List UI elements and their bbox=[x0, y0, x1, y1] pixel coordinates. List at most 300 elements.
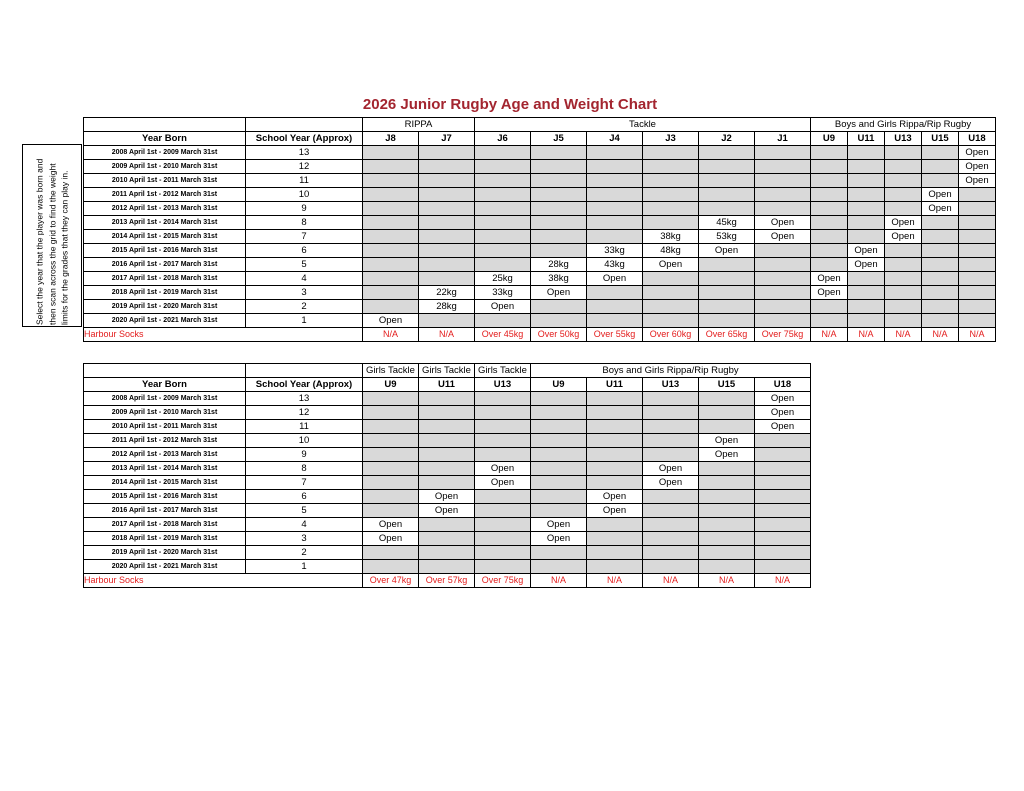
grade-cell bbox=[363, 434, 419, 448]
table-row bbox=[84, 518, 811, 532]
grade-cell bbox=[848, 160, 885, 174]
year-born-cell: 2012 April 1st - 2013 March 31st bbox=[84, 202, 246, 216]
grade-cell bbox=[475, 546, 531, 560]
table-row bbox=[84, 174, 996, 188]
instruction-text: Select the year that the player was born and then scan across the grid to find the weight limits for the grades that they can play in. bbox=[34, 158, 70, 325]
table-row bbox=[84, 434, 811, 448]
grade-cell bbox=[419, 216, 475, 230]
group-header: Tackle bbox=[475, 118, 811, 132]
grade-cell bbox=[587, 188, 643, 202]
grade-cell bbox=[643, 420, 699, 434]
grade-cell bbox=[848, 202, 885, 216]
grade-cell: Open bbox=[475, 300, 531, 314]
grade-cell bbox=[811, 230, 848, 244]
grade-cell bbox=[885, 174, 922, 188]
socks-weight-cell: N/A bbox=[419, 328, 475, 342]
school-year-cell: 2 bbox=[246, 300, 363, 314]
socks-weight-cell: Over 47kg bbox=[363, 574, 419, 588]
school-year-cell: 6 bbox=[246, 490, 363, 504]
grade-cell bbox=[363, 160, 419, 174]
grade-cell bbox=[587, 314, 643, 328]
grade-cell: Open bbox=[922, 202, 959, 216]
grade-cell bbox=[643, 546, 699, 560]
grade-cell bbox=[643, 188, 699, 202]
grade-cell bbox=[885, 188, 922, 202]
grade-cell bbox=[811, 202, 848, 216]
grade-cell bbox=[475, 244, 531, 258]
grade-cell bbox=[363, 406, 419, 420]
grade-cell bbox=[363, 560, 419, 574]
grade-cell bbox=[475, 146, 531, 160]
grade-cell bbox=[475, 392, 531, 406]
grade-cell: Open bbox=[587, 504, 643, 518]
grade-cell bbox=[531, 216, 587, 230]
socks-weight-cell: N/A bbox=[848, 328, 885, 342]
school-year-header: School Year (Approx) bbox=[246, 132, 363, 146]
grade-cell bbox=[531, 476, 587, 490]
grade-cell bbox=[475, 490, 531, 504]
grade-cell bbox=[531, 230, 587, 244]
year-born-cell: 2018 April 1st - 2019 March 31st bbox=[84, 532, 246, 546]
grade-header: J1 bbox=[755, 132, 811, 146]
grade-cell bbox=[959, 216, 996, 230]
grade-cell bbox=[959, 314, 996, 328]
grade-cell bbox=[531, 146, 587, 160]
grade-cell: Open bbox=[475, 476, 531, 490]
grade-cell bbox=[531, 188, 587, 202]
grade-cell bbox=[811, 300, 848, 314]
table-row bbox=[84, 286, 996, 300]
table-row bbox=[84, 406, 811, 420]
grade-cell bbox=[755, 518, 811, 532]
grade-cell bbox=[419, 230, 475, 244]
table-row bbox=[84, 420, 811, 434]
socks-weight-cell: N/A bbox=[531, 574, 587, 588]
grade-cell bbox=[475, 160, 531, 174]
grade-cell: Open bbox=[885, 216, 922, 230]
grade-cell bbox=[699, 546, 755, 560]
grade-cell bbox=[363, 216, 419, 230]
socks-weight-cell: N/A bbox=[811, 328, 848, 342]
grade-cell bbox=[811, 174, 848, 188]
grade-cell bbox=[363, 244, 419, 258]
grade-cell bbox=[922, 272, 959, 286]
age-weight-table-main bbox=[83, 117, 996, 342]
grade-cell: Open bbox=[363, 532, 419, 546]
grade-cell bbox=[848, 174, 885, 188]
grade-cell bbox=[419, 406, 475, 420]
table-row bbox=[84, 258, 996, 272]
grade-cell bbox=[363, 504, 419, 518]
grade-cell bbox=[811, 146, 848, 160]
grade-cell: Open bbox=[475, 462, 531, 476]
school-year-cell: 6 bbox=[246, 244, 363, 258]
grade-header: U9 bbox=[531, 378, 587, 392]
grade-cell bbox=[363, 392, 419, 406]
group-header: Boys and Girls Rippa/Rip Rugby bbox=[811, 118, 996, 132]
grade-cell bbox=[419, 448, 475, 462]
grade-cell: Open bbox=[699, 244, 755, 258]
grade-cell bbox=[885, 160, 922, 174]
grade-cell bbox=[531, 160, 587, 174]
grade-cell bbox=[885, 300, 922, 314]
grade-header: U18 bbox=[755, 378, 811, 392]
socks-weight-cell: N/A bbox=[755, 574, 811, 588]
grade-cell bbox=[587, 286, 643, 300]
table-row bbox=[84, 272, 996, 286]
grade-cell bbox=[922, 314, 959, 328]
table-row bbox=[84, 462, 811, 476]
grade-cell bbox=[475, 406, 531, 420]
grade-cell bbox=[363, 230, 419, 244]
grade-cell bbox=[531, 546, 587, 560]
grade-cell bbox=[699, 420, 755, 434]
grade-header: J7 bbox=[419, 132, 475, 146]
grade-cell bbox=[811, 244, 848, 258]
grade-cell: 43kg bbox=[587, 258, 643, 272]
grade-cell bbox=[755, 546, 811, 560]
grade-cell bbox=[885, 244, 922, 258]
year-born-cell: 2014 April 1st - 2015 March 31st bbox=[84, 476, 246, 490]
grade-cell bbox=[922, 216, 959, 230]
table-row bbox=[84, 560, 811, 574]
grade-cell bbox=[419, 188, 475, 202]
grade-cell bbox=[363, 258, 419, 272]
grade-cell bbox=[699, 314, 755, 328]
grade-cell bbox=[643, 202, 699, 216]
grade-cell bbox=[419, 546, 475, 560]
grade-cell bbox=[755, 202, 811, 216]
grade-cell bbox=[363, 448, 419, 462]
grade-cell bbox=[643, 532, 699, 546]
grade-cell bbox=[475, 230, 531, 244]
grade-cell bbox=[699, 462, 755, 476]
grade-cell bbox=[475, 216, 531, 230]
grade-cell bbox=[419, 462, 475, 476]
page-title: 2026 Junior Rugby Age and Weight Chart bbox=[362, 96, 658, 113]
grade-cell bbox=[363, 188, 419, 202]
grade-cell: Open bbox=[755, 230, 811, 244]
grade-cell bbox=[475, 314, 531, 328]
grade-cell bbox=[363, 202, 419, 216]
grade-cell bbox=[419, 174, 475, 188]
grade-cell bbox=[643, 448, 699, 462]
grade-cell bbox=[475, 174, 531, 188]
grade-cell bbox=[755, 560, 811, 574]
grade-cell: 33kg bbox=[475, 286, 531, 300]
grade-cell bbox=[531, 560, 587, 574]
grade-cell bbox=[885, 202, 922, 216]
grade-cell bbox=[587, 476, 643, 490]
blank-cell bbox=[84, 118, 246, 132]
blank-cell bbox=[246, 364, 363, 378]
grade-cell bbox=[643, 504, 699, 518]
grade-cell bbox=[848, 230, 885, 244]
group-header: Boys and Girls Rippa/Rip Rugby bbox=[531, 364, 811, 378]
grade-header: U13 bbox=[475, 378, 531, 392]
school-year-cell: 11 bbox=[246, 174, 363, 188]
grade-cell bbox=[475, 448, 531, 462]
socks-weight-cell: N/A bbox=[587, 574, 643, 588]
grade-cell: 38kg bbox=[643, 230, 699, 244]
grade-cell bbox=[475, 434, 531, 448]
grade-header: J8 bbox=[363, 132, 419, 146]
year-born-cell: 2020 April 1st - 2021 March 31st bbox=[84, 314, 246, 328]
grade-cell bbox=[959, 230, 996, 244]
grade-cell bbox=[755, 160, 811, 174]
grade-cell bbox=[363, 272, 419, 286]
grade-cell bbox=[848, 286, 885, 300]
year-born-cell: 2020 April 1st - 2021 March 31st bbox=[84, 560, 246, 574]
school-year-cell: 4 bbox=[246, 518, 363, 532]
grade-cell bbox=[587, 160, 643, 174]
socks-weight-cell: Over 60kg bbox=[643, 328, 699, 342]
grade-cell bbox=[699, 160, 755, 174]
grade-cell: 53kg bbox=[699, 230, 755, 244]
grade-cell: Open bbox=[643, 462, 699, 476]
grade-cell bbox=[811, 160, 848, 174]
year-born-cell: 2008 April 1st - 2009 March 31st bbox=[84, 392, 246, 406]
grade-cell bbox=[643, 434, 699, 448]
grade-cell bbox=[885, 272, 922, 286]
grade-header: J3 bbox=[643, 132, 699, 146]
harbour-socks-label: Harbour Socks bbox=[84, 574, 363, 588]
year-born-cell: 2016 April 1st - 2017 March 31st bbox=[84, 258, 246, 272]
grade-cell: Open bbox=[643, 258, 699, 272]
grade-cell: Open bbox=[848, 258, 885, 272]
grade-cell bbox=[643, 518, 699, 532]
grade-cell bbox=[848, 272, 885, 286]
harbour-socks-label: Harbour Socks bbox=[84, 328, 363, 342]
grade-header: U9 bbox=[811, 132, 848, 146]
grade-cell bbox=[959, 300, 996, 314]
grade-cell bbox=[363, 146, 419, 160]
year-born-cell: 2013 April 1st - 2014 March 31st bbox=[84, 216, 246, 230]
grade-cell bbox=[643, 490, 699, 504]
school-year-cell: 1 bbox=[246, 314, 363, 328]
grade-header: J2 bbox=[699, 132, 755, 146]
grade-cell: Open bbox=[848, 244, 885, 258]
grade-cell bbox=[419, 532, 475, 546]
grade-cell bbox=[885, 286, 922, 300]
grade-cell bbox=[755, 244, 811, 258]
socks-weight-cell: N/A bbox=[643, 574, 699, 588]
grade-cell bbox=[587, 448, 643, 462]
grade-cell bbox=[531, 420, 587, 434]
grade-cell bbox=[755, 314, 811, 328]
grade-cell bbox=[959, 272, 996, 286]
socks-weight-cell: Over 65kg bbox=[699, 328, 755, 342]
grade-cell: Open bbox=[755, 406, 811, 420]
grade-cell bbox=[531, 462, 587, 476]
grade-cell bbox=[699, 406, 755, 420]
grade-cell bbox=[848, 188, 885, 202]
grade-cell bbox=[959, 202, 996, 216]
grade-cell bbox=[699, 560, 755, 574]
school-year-cell: 13 bbox=[246, 146, 363, 160]
grade-cell bbox=[643, 160, 699, 174]
socks-weight-cell: Over 75kg bbox=[755, 328, 811, 342]
year-born-header: Year Born bbox=[84, 132, 246, 146]
grade-cell bbox=[363, 420, 419, 434]
grade-cell bbox=[587, 202, 643, 216]
harbour-socks-row bbox=[84, 574, 811, 588]
grade-cell bbox=[643, 146, 699, 160]
school-year-cell: 7 bbox=[246, 476, 363, 490]
grade-cell bbox=[475, 258, 531, 272]
grade-header: J5 bbox=[531, 132, 587, 146]
grade-cell: Open bbox=[363, 314, 419, 328]
table-row bbox=[84, 160, 996, 174]
grade-cell bbox=[587, 216, 643, 230]
grade-header: U11 bbox=[419, 378, 475, 392]
table-row bbox=[84, 230, 996, 244]
grade-cell bbox=[419, 392, 475, 406]
grade-header: U13 bbox=[643, 378, 699, 392]
grade-cell bbox=[755, 188, 811, 202]
year-born-cell: 2011 April 1st - 2012 March 31st bbox=[84, 188, 246, 202]
year-born-cell: 2009 April 1st - 2010 March 31st bbox=[84, 160, 246, 174]
grade-cell: Open bbox=[531, 532, 587, 546]
year-born-cell: 2015 April 1st - 2016 March 31st bbox=[84, 490, 246, 504]
table-row bbox=[84, 202, 996, 216]
grade-cell bbox=[419, 420, 475, 434]
socks-weight-cell: N/A bbox=[363, 328, 419, 342]
grade-cell: Open bbox=[699, 448, 755, 462]
grade-cell bbox=[363, 476, 419, 490]
grade-cell: 25kg bbox=[475, 272, 531, 286]
school-year-cell: 2 bbox=[246, 546, 363, 560]
socks-weight-cell: Over 75kg bbox=[475, 574, 531, 588]
grade-cell bbox=[475, 532, 531, 546]
grade-cell bbox=[811, 216, 848, 230]
grade-cell bbox=[755, 462, 811, 476]
grade-cell: Open bbox=[811, 272, 848, 286]
grade-cell bbox=[699, 202, 755, 216]
grade-cell: Open bbox=[419, 490, 475, 504]
grade-cell bbox=[885, 146, 922, 160]
grade-header: U18 bbox=[959, 132, 996, 146]
grade-cell bbox=[419, 518, 475, 532]
table-row bbox=[84, 314, 996, 328]
grade-cell: 33kg bbox=[587, 244, 643, 258]
grade-cell bbox=[643, 272, 699, 286]
year-born-cell: 2013 April 1st - 2014 March 31st bbox=[84, 462, 246, 476]
year-born-cell: 2010 April 1st - 2011 March 31st bbox=[84, 174, 246, 188]
year-born-cell: 2011 April 1st - 2012 March 31st bbox=[84, 434, 246, 448]
school-year-cell: 3 bbox=[246, 532, 363, 546]
grade-cell: 28kg bbox=[531, 258, 587, 272]
socks-weight-cell: N/A bbox=[959, 328, 996, 342]
grade-cell bbox=[587, 146, 643, 160]
year-born-cell: 2019 April 1st - 2020 March 31st bbox=[84, 546, 246, 560]
grade-cell bbox=[643, 286, 699, 300]
grade-cell bbox=[848, 314, 885, 328]
year-born-cell: 2015 April 1st - 2016 March 31st bbox=[84, 244, 246, 258]
socks-weight-cell: Over 55kg bbox=[587, 328, 643, 342]
instruction-note bbox=[22, 144, 82, 327]
grade-cell bbox=[755, 448, 811, 462]
grade-cell bbox=[959, 188, 996, 202]
group-header-row bbox=[84, 364, 811, 378]
grade-header: U11 bbox=[848, 132, 885, 146]
grade-cell bbox=[587, 392, 643, 406]
table-row bbox=[84, 490, 811, 504]
year-born-cell: 2014 April 1st - 2015 March 31st bbox=[84, 230, 246, 244]
school-year-cell: 10 bbox=[246, 188, 363, 202]
grade-cell bbox=[811, 188, 848, 202]
year-born-cell: 2016 April 1st - 2017 March 31st bbox=[84, 504, 246, 518]
grade-cell bbox=[959, 286, 996, 300]
grade-cell: 22kg bbox=[419, 286, 475, 300]
grade-cell: Open bbox=[699, 434, 755, 448]
year-born-cell: 2017 April 1st - 2018 March 31st bbox=[84, 272, 246, 286]
year-born-cell: 2018 April 1st - 2019 March 31st bbox=[84, 286, 246, 300]
table-row bbox=[84, 504, 811, 518]
grade-cell bbox=[587, 174, 643, 188]
socks-weight-cell: Over 50kg bbox=[531, 328, 587, 342]
grade-cell bbox=[699, 518, 755, 532]
grade-cell: Open bbox=[922, 188, 959, 202]
grade-cell bbox=[699, 392, 755, 406]
table-row bbox=[84, 146, 996, 160]
grade-cell bbox=[755, 532, 811, 546]
table-row bbox=[84, 532, 811, 546]
grade-cell bbox=[419, 258, 475, 272]
grade-cell bbox=[699, 272, 755, 286]
grade-cell bbox=[755, 434, 811, 448]
grade-cell bbox=[922, 174, 959, 188]
grade-header: U11 bbox=[587, 378, 643, 392]
grade-cell bbox=[699, 146, 755, 160]
grade-cell bbox=[848, 216, 885, 230]
grade-header: J4 bbox=[587, 132, 643, 146]
grade-cell bbox=[531, 314, 587, 328]
school-year-cell: 8 bbox=[246, 462, 363, 476]
grade-cell bbox=[363, 462, 419, 476]
grade-cell bbox=[643, 406, 699, 420]
grade-cell bbox=[699, 300, 755, 314]
grade-cell: 38kg bbox=[531, 272, 587, 286]
year-born-cell: 2009 April 1st - 2010 March 31st bbox=[84, 406, 246, 420]
grade-cell bbox=[959, 258, 996, 272]
grade-cell bbox=[363, 300, 419, 314]
girls-tackle-table bbox=[83, 363, 811, 588]
grade-cell: Open bbox=[959, 146, 996, 160]
school-year-cell: 5 bbox=[246, 258, 363, 272]
grade-cell bbox=[419, 476, 475, 490]
table-row bbox=[84, 546, 811, 560]
grade-cell: Open bbox=[531, 518, 587, 532]
grade-cell bbox=[643, 392, 699, 406]
grade-cell bbox=[587, 406, 643, 420]
grade-cell bbox=[755, 258, 811, 272]
grade-cell: Open bbox=[959, 174, 996, 188]
table-row bbox=[84, 476, 811, 490]
group-header: Girls Tackle bbox=[419, 364, 475, 378]
grade-cell bbox=[755, 300, 811, 314]
school-year-cell: 13 bbox=[246, 392, 363, 406]
table-row bbox=[84, 216, 996, 230]
school-year-cell: 4 bbox=[246, 272, 363, 286]
grade-header: U13 bbox=[885, 132, 922, 146]
grade-cell: Open bbox=[755, 216, 811, 230]
grade-cell bbox=[587, 518, 643, 532]
grade-cell: Open bbox=[531, 286, 587, 300]
grade-cell bbox=[531, 174, 587, 188]
school-year-cell: 9 bbox=[246, 202, 363, 216]
socks-weight-cell: Over 45kg bbox=[475, 328, 531, 342]
